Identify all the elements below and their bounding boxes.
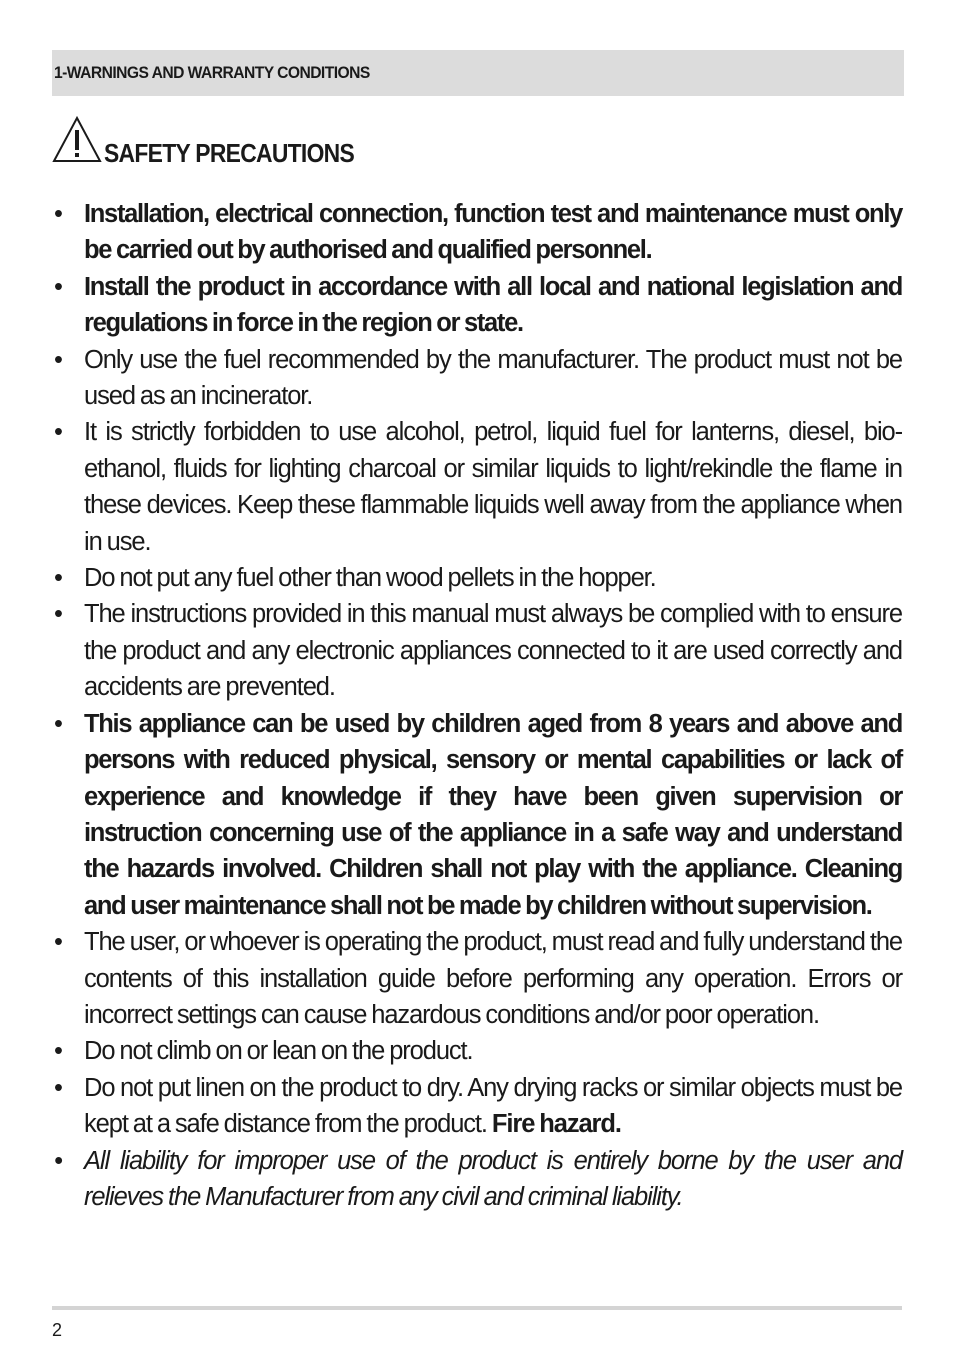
section-heading (52, 116, 552, 166)
item-text: Do not put linen on the product to dry. Any drying racks or similar objects must be kept at a safe distance from the product. (84, 1073, 902, 1139)
item-text: Install the product in accordance with all local and national legislation and regulations in force in the region or state. (84, 272, 902, 338)
bullet: • (54, 1073, 62, 1102)
list-item (52, 924, 902, 1033)
bullet: • (54, 200, 62, 228)
item-text: It is strictly forbidden to use alcohol, petrol, liquid fuel for lanterns, diesel, bio-ethanol, fluids for lighting charcoal or similar liquids to light/rekindle the flame in these devices. Keep these flammable liquids well away from the appliance when in use. (84, 418, 902, 556)
fire-hazard-emphasis: Fire hazard. (491, 1110, 621, 1139)
item-text: This appliance can be used by children aged from 8 years and above and persons with reduced physical, sensory or mental capabilities or lack of experience and knowledge if they have been given supervision or instruction concerning use of the appliance in a safe way and understand the hazards involved. Children shall not play with the appliance. Cleaning and user maintenance shall not be made by children without supervision. (84, 709, 902, 920)
list-item (52, 1033, 902, 1069)
bullet: • (54, 272, 62, 301)
list-item (52, 342, 902, 415)
bullet: • (54, 564, 62, 593)
bullet: • (54, 345, 62, 374)
page-number: 2 (52, 1320, 63, 1340)
footer-divider (52, 1306, 902, 1310)
chapter-header (52, 50, 904, 96)
bullet: • (54, 928, 62, 957)
list-item (52, 1143, 902, 1216)
item-text: Do not climb on or lean on the product. (84, 1037, 473, 1066)
item-text: All liability for improper use of the product is entirely borne by the user and relieves the Manufacturer from any civil and criminal liability. (84, 1146, 902, 1211)
bullet: • (54, 600, 62, 629)
chapter-title: 1-WARNINGS AND WARRANTY CONDITIONS (54, 63, 370, 82)
bullet: • (54, 709, 62, 738)
warning-triangle-icon (52, 116, 102, 164)
section-title: SAFETY PRECAUTIONS (104, 138, 355, 168)
item-text: The instructions provided in this manual must always be complied with to ensure the product and any electronic appliances connected to it are used correctly and accidents are prevented. (84, 600, 902, 702)
item-text: The user, or whoever is operating the product, must read and fully understand the contents of this installation guide before performing any operation. Errors or incorrect settings can cause hazardous conditions and/or poor operation. (84, 928, 902, 1029)
list-item (52, 560, 902, 596)
item-text: Do not put any fuel other than wood pellets in the hopper. (84, 564, 656, 593)
safety-precautions-list (52, 196, 902, 1215)
list-item (52, 414, 902, 560)
list-item (52, 269, 902, 342)
item-text: Only use the fuel recommended by the manufacturer. The product must not be used as an incinerator. (84, 345, 902, 411)
bullet: • (54, 1037, 62, 1066)
bullet: • (54, 418, 62, 447)
item-text: Installation, electrical connection, function test and maintenance must only be carried out by authorised and qualified personnel. (84, 200, 902, 265)
list-item (52, 596, 902, 705)
list-item (52, 196, 902, 269)
list-item (52, 1070, 902, 1143)
bullet: • (54, 1146, 62, 1175)
list-item (52, 706, 902, 924)
